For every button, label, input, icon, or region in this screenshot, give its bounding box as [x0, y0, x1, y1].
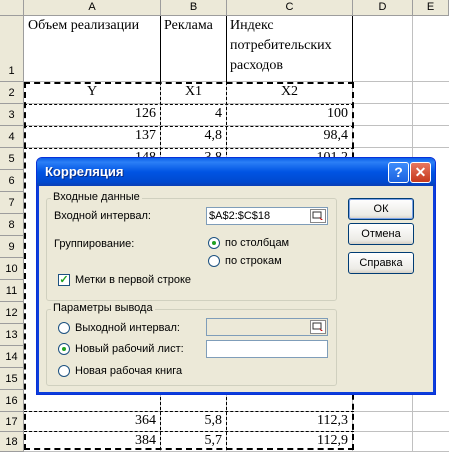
selection-inner-divider	[24, 411, 354, 412]
selection-marquee-left	[24, 82, 26, 450]
cell-a18[interactable]: 384	[135, 433, 156, 448]
row-header-17[interactable]: 17	[0, 412, 24, 432]
cell-b3[interactable]: 4	[215, 106, 222, 121]
output-group-label: Параметры вывода	[53, 302, 153, 314]
output-range-label[interactable]: Выходной интервал:	[75, 322, 180, 334]
selection-marquee-top	[24, 82, 354, 84]
ok-button[interactable]: ОК	[348, 198, 414, 220]
cell-a3[interactable]: 126	[135, 106, 156, 121]
close-icon[interactable]: ✕	[410, 162, 431, 183]
cell-c17[interactable]: 112,3	[317, 413, 348, 428]
cell-c4[interactable]: 98,4	[323, 128, 348, 143]
row-header-15[interactable]: 15	[0, 368, 24, 390]
row-header-5[interactable]: 5	[0, 148, 24, 170]
labels-first-row-checkbox[interactable]: ✓	[59, 274, 69, 286]
cell-c3[interactable]: 100	[327, 106, 348, 121]
selection-inner-divider	[24, 126, 354, 127]
by-columns-radio[interactable]	[208, 237, 220, 249]
cell-border	[226, 16, 227, 82]
range-select-icon[interactable]	[310, 209, 326, 223]
by-columns-label[interactable]: по столбцам	[225, 237, 290, 249]
row-header-6[interactable]: 6	[0, 170, 24, 192]
cell-b1[interactable]: Реклама	[164, 18, 213, 33]
output-range-field[interactable]	[206, 318, 328, 336]
grouping-label: Группирование:	[54, 238, 135, 250]
select-all-corner[interactable]	[0, 0, 24, 16]
cell-a4[interactable]: 137	[135, 128, 156, 143]
input-range-field[interactable]	[206, 207, 328, 225]
row-header-18[interactable]: 18	[0, 432, 24, 452]
dialog-titlebar[interactable]	[37, 158, 435, 186]
cell-border	[352, 16, 353, 82]
cell-b2[interactable]: X1	[184, 84, 203, 99]
row-header-12[interactable]: 12	[0, 302, 24, 324]
cell-border	[160, 16, 161, 82]
by-rows-radio[interactable]	[208, 255, 220, 267]
new-workbook-label[interactable]: Новая рабочая книга	[75, 365, 183, 377]
row-header-13[interactable]: 13	[0, 324, 24, 346]
new-workbook-radio[interactable]	[58, 365, 70, 377]
cell-a17[interactable]: 364	[135, 413, 156, 428]
cell-c1[interactable]: Индекс потребительских расходов	[230, 18, 332, 73]
new-worksheet-radio[interactable]	[58, 343, 70, 355]
cell-b4[interactable]: 4,8	[204, 128, 222, 143]
input-range-label: Входной интервал:	[54, 210, 151, 222]
new-worksheet-field[interactable]	[206, 340, 328, 358]
cell-b17[interactable]: 5,8	[204, 413, 222, 428]
output-range-radio[interactable]	[58, 322, 70, 334]
row-header-2[interactable]: 2	[0, 82, 24, 104]
selection-inner-divider	[24, 148, 354, 149]
selection-inner-divider	[24, 104, 354, 105]
selection-inner-divider	[24, 431, 354, 432]
cell-a1[interactable]: Объем реализации	[28, 18, 140, 33]
column-header-b[interactable]: B	[161, 0, 227, 16]
labels-first-row-label[interactable]: Метки в первой строке	[75, 274, 192, 286]
row-header-14[interactable]: 14	[0, 346, 24, 368]
correlation-dialog	[36, 157, 436, 395]
cell-c18[interactable]: 112,9	[317, 433, 348, 448]
row-header-3[interactable]: 3	[0, 104, 24, 126]
cell-b18[interactable]: 5,7	[204, 433, 222, 448]
input-range-value: $A$2:$C$18	[209, 210, 271, 222]
row-header-10[interactable]: 10	[0, 258, 24, 280]
row-header-7[interactable]: 7	[0, 192, 24, 214]
column-header-d[interactable]: D	[353, 0, 413, 16]
cell-a2[interactable]: Y	[86, 84, 98, 99]
column-header-e[interactable]: E	[413, 0, 449, 16]
selection-marquee-bottom	[24, 448, 354, 450]
row-header-8[interactable]: 8	[0, 214, 24, 236]
column-header-c[interactable]: C	[227, 0, 353, 16]
input-group-label: Входные данные	[53, 191, 140, 203]
row-header-9[interactable]: 9	[0, 236, 24, 258]
cell-c2[interactable]: X2	[280, 84, 299, 99]
help-button[interactable]: Справка	[348, 252, 414, 274]
dialog-title: Корреляция	[45, 164, 124, 179]
row-header-1[interactable]: 1	[0, 16, 24, 82]
row-header-4[interactable]: 4	[0, 126, 24, 148]
row-header-11[interactable]: 11	[0, 280, 24, 302]
row-header-16[interactable]: 16	[0, 390, 24, 412]
cancel-button[interactable]: Отмена	[348, 223, 414, 245]
help-icon[interactable]: ?	[388, 162, 409, 183]
range-select-icon[interactable]	[310, 320, 326, 334]
column-header-a[interactable]: A	[24, 0, 161, 16]
by-rows-label[interactable]: по строкам	[225, 255, 282, 267]
new-worksheet-label[interactable]: Новый рабочий лист:	[75, 343, 184, 355]
